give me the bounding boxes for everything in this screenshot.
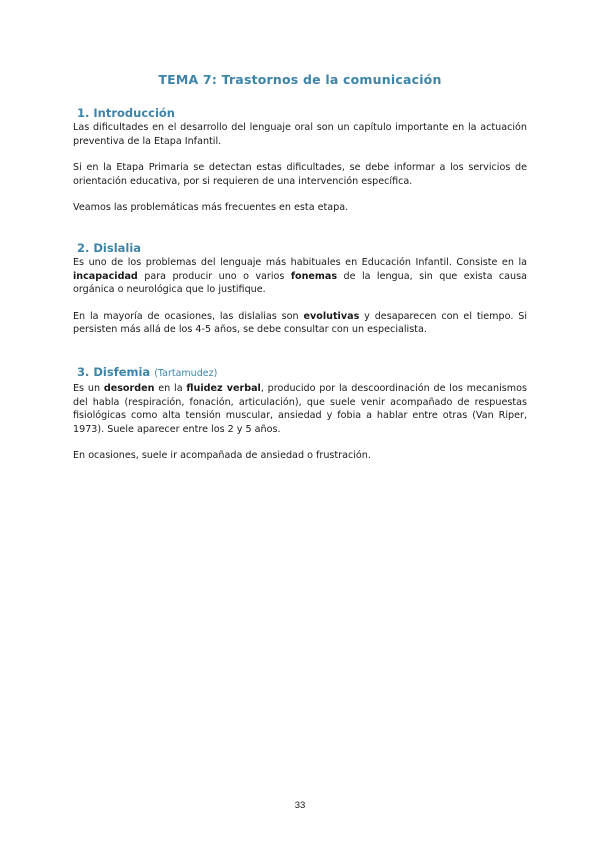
paragraph-text: Es uno de los problemas del lenguaje más habituales en Educación Infantil. Consiste en la	[73, 257, 527, 268]
section-disfemia	[73, 365, 527, 476]
paragraph-text: , producido por la descoordinación de los mecanismos del habla (respiración, fonación, articulación), que suele venir acompañado de respuestas fisiológicas como alta tensión muscular, ansiedad y fobia a hablar entre otras (Van Riper, 1973). Suele aparecer entre los 2 y 5 años.	[73, 383, 527, 435]
paragraph-text: Las dificultades en el desarrollo del lenguaje oral son un capítulo importante en la actuación preventiva de la Etapa Infantil.	[73, 122, 527, 147]
section-heading-subtitle: (Tartamudez)	[154, 368, 218, 379]
paragraph	[73, 310, 527, 337]
paragraph	[73, 201, 527, 215]
paragraph-text: y desaparecen con el tiempo. Si persisten más allá de los 4-5 años, se debe consultar con un especialista.	[73, 310, 527, 335]
section-heading-text: 3. Disfemia	[77, 365, 151, 379]
section-body	[73, 121, 527, 215]
paragraph	[73, 161, 527, 188]
section-body	[73, 256, 527, 337]
paragraph	[73, 121, 527, 148]
paragraph-text: Es un	[73, 383, 104, 394]
bold-term: fonemas	[290, 270, 338, 282]
paragraph-text: Veamos las problemáticas más frecuentes en esta etapa.	[73, 202, 349, 213]
bold-term: incapacidad	[73, 270, 138, 282]
paragraph-text: En la mayoría de ocasiones, las dislalias son	[73, 310, 304, 322]
section-heading: 2. Dislalia	[77, 241, 142, 255]
paragraph-text: de la lengua, sin que exista causa orgánica o neurológica que lo justifique.	[73, 270, 527, 295]
paragraph-text: En ocasiones, suele ir acompañada de ansiedad o frustración.	[73, 450, 371, 461]
bold-term: evolutivas	[303, 310, 360, 322]
paragraph-text: Si en la Etapa Primaria se detectan estas dificultades, se debe informar a los servicios de orientación educativa, por si requieren de una intervención específica.	[73, 162, 527, 187]
section-heading	[77, 365, 527, 381]
section-body	[73, 382, 527, 463]
section-introduccion	[73, 106, 527, 228]
bold-term: desorden	[103, 383, 155, 394]
paragraph	[73, 256, 527, 297]
paragraph-text: para producir uno o varios	[137, 270, 291, 282]
section-heading: 1. Introducción	[77, 106, 175, 120]
section-dislalia	[73, 241, 527, 350]
page-title: TEMA 7: Trastornos de la comunicación	[158, 72, 442, 87]
bold-term: fluidez verbal	[186, 383, 261, 394]
paragraph	[73, 449, 527, 463]
paragraph-text: en la	[154, 383, 187, 394]
page-number: 33	[294, 800, 306, 811]
paragraph	[73, 382, 527, 436]
